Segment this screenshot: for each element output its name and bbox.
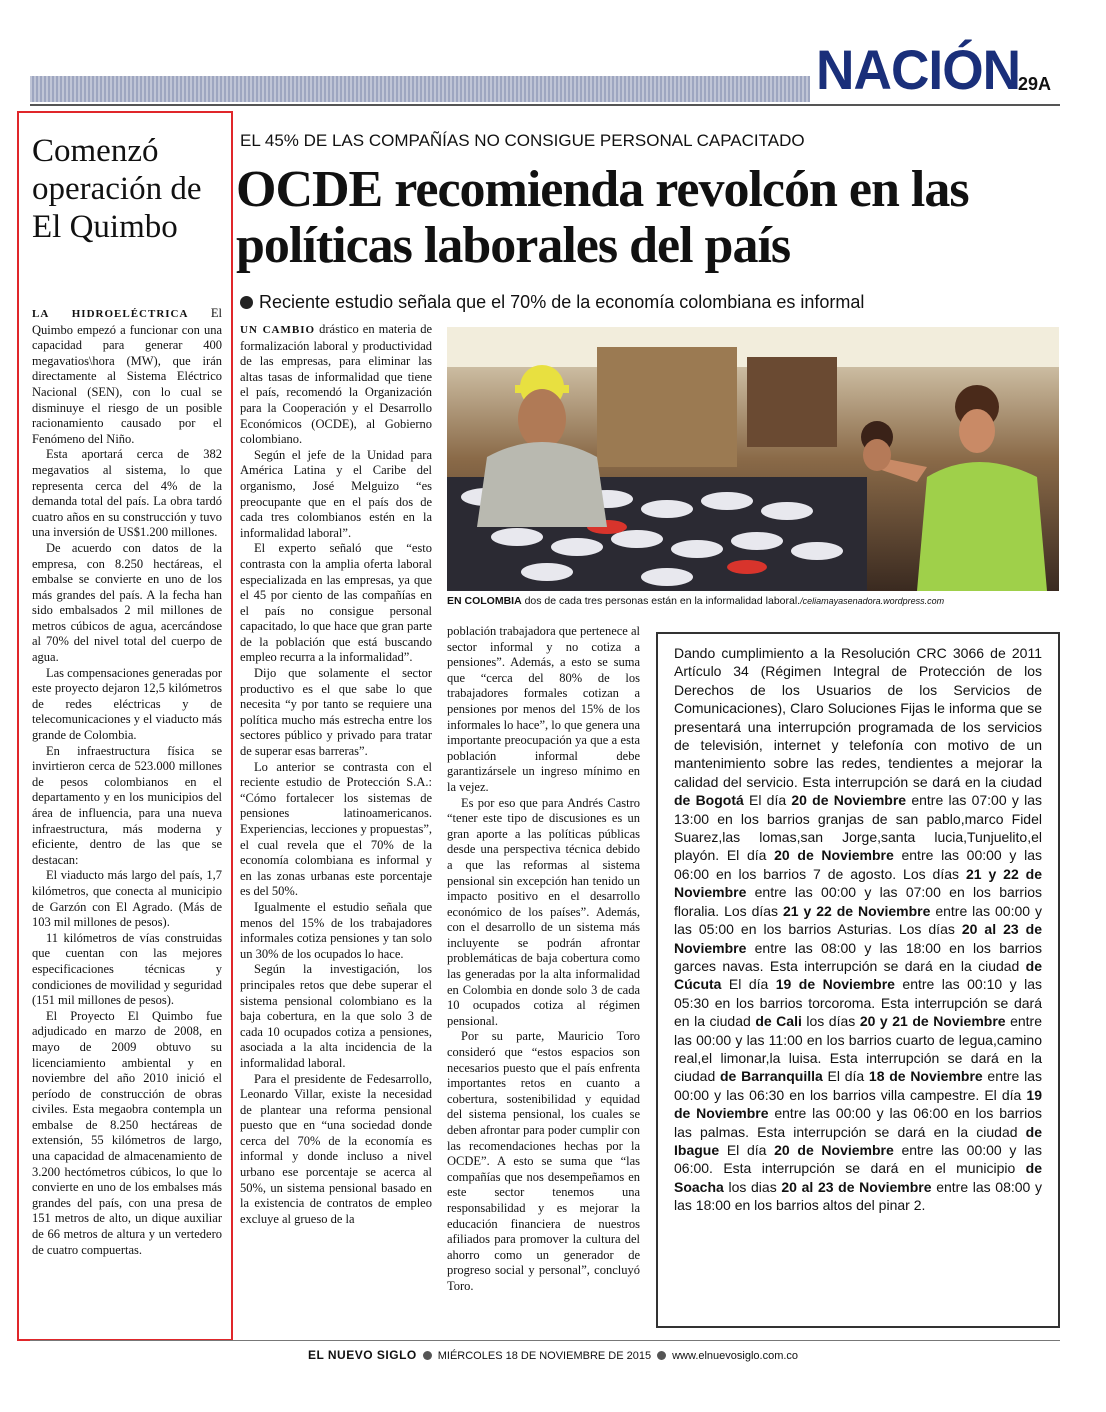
article-paragraph: población trabajadora que pertenece al sector informal y no cotiza a pensiones”. Además, a esto se suma que “cerca del 80% de los trabajadores formales cotizan a pensiones por menos del 15% de los informales lo hace”, lo que genera una importante preocupación ya que a esta población informal debe garantizársele un ingreso mínimo en la vejez.	[447, 624, 640, 794]
article-paragraph: Para el presidente de Fedesarrollo, Leonardo Villar, existe la necesidad de plantear una reforma pensional puesto que en “una sociedad donde cerca del 70% de la economía es informal y donde incluso a nivel urbano ese porcentaje se acerca al 50%, un sistema pensional basado en la existencia de contratos de empleo excluye al grueso de la	[240, 1071, 432, 1226]
section-title: NACIÓN	[816, 38, 1021, 101]
footer-url: www.elnuevosiglo.com.co	[672, 1350, 799, 1362]
notice-text-run: entre las 00:00 y las 06:00. Esta interrupción se dará en el municipio	[674, 1141, 1042, 1177]
notice-text-run: Dando cumplimiento a la Resolución CRC 3066 de 2011 Artículo 34 (Régimen Integral de Protección de los Derechos de los Usuarios de los Servicios de Comunicaciones), Claro Soluciones Fijas le informa que se presentará una interrupción programada de los servicios de televisión, internet y telefonía con motivo de un mantenimiento sobre las redes, tendientes a mejorar la calidad del servicio. Esta interrupción se dará en la ciudad	[674, 645, 1042, 790]
notice-emphasis: 19 de Noviembre	[674, 1086, 1042, 1122]
notice-emphasis: 20 de Noviembre	[774, 1141, 894, 1158]
bullet-icon	[423, 1351, 432, 1360]
notice-emphasis: 20 y 21 de Noviembre	[859, 1013, 1006, 1030]
notice-emphasis: 18 de Noviembre	[868, 1068, 983, 1085]
notice-text-run: entre las 00:00 y las 05:00 en los barrios Asturias. Los días	[674, 902, 1042, 938]
footer-date: MIÉRCOLES 18 DE NOVIEMBRE DE 2015	[437, 1350, 652, 1362]
sidebar-paragraph: LA HIDROELÉCTRICA El Quimbo empezó a funcionar con una capacidad para generar 400 megavatios\hora (MW), que irán directamente al Sistema Eléctrico Nacional (SEN), con lo cual se disminuye el riesgo de un posible racionamiento causado por el Fenómeno del Niño.	[32, 306, 222, 446]
notice-emphasis: 20 de Noviembre	[774, 847, 894, 864]
notice-emphasis: de Barranquilla	[720, 1068, 823, 1085]
notice-emphasis: de Ibague	[674, 1123, 1042, 1158]
article-paragraph: Dijo que solamente el sector productivo es el que sabe lo que necesita “y por tanto se requiere una política mucho más estrecha entre los sectores público y privado para tratar de superar esas barreras”.	[240, 666, 432, 759]
bullet-icon	[657, 1351, 666, 1360]
article-photo	[447, 327, 1059, 591]
bullet-icon	[240, 296, 253, 309]
notice-text-run: entre las 00:00 y las 07:00 en los barrios floralia. Los días	[674, 884, 1042, 919]
header-band	[30, 76, 810, 102]
notice-text-run: entre las 07:00 y las 13:00 en los barrios granjas de san pablo,marco Fidel Suarez,las lomas,san Jorge,santa lucia,Tunjuelito,el playón. El día	[674, 792, 1042, 864]
article-kicker: EL 45% DE LAS COMPAÑÍAS NO CONSIGUE PERSONAL CAPACITADO	[240, 131, 805, 150]
sidebar-paragraph: En infraestructura física se invirtieron cerca de 523.000 millones de pesos colombianos en el departamento y en los municipios del área de influencia, para una nueva infraestructura, más moderna y eficiente, dentro de las que se destacan:	[32, 743, 222, 867]
notice-text-run: entre las 08:00 y las 18:00 en los barrios altos del pinar 2.	[674, 1178, 1043, 1214]
article-paragraph: Según la investigación, los principales retos que debe superar el sistema pensional colombiano es la baja cobertura, en la que solo 3 de cada 10 ocupados cotiza a pensiones, asociada a la alta incidencia de la informalidad laboral.	[240, 962, 432, 1070]
sidebar-paragraph: De acuerdo con datos de la empresa, con 8.250 hectáreas, el embalse se convierte en uno de los más grandes del país. A la fecha han sido embalsados 2 mil millones de metros cúbicos de agua, acercándose al 70% del nivel total del cuerpo de agua.	[32, 540, 222, 665]
page-number: 29A	[1018, 74, 1052, 94]
article-paragraph: Lo anterior se contrasta con el reciente estudio de Protección S.A.: “Cómo fortalecer los sistemas de pensiones latinoamericanos. Experiencias, lecciones y propuestas”, el cual revela que el 70% de la economía colombiana es informal y en las zonas urbanas este porcentaje es del 50%.	[240, 759, 432, 899]
footer-brand: EL NUEVO SIGLO	[307, 1348, 417, 1362]
article-paragraph: Igualmente el estudio señala que menos del 15% de los trabajadores informales cotiza pensiones y tan solo un 30% de los ocupados lo hace.	[240, 899, 432, 961]
notice-text-run: El día	[822, 1068, 869, 1085]
notice-text-run: entre las 00:00 y las 06:00 en los barrios las palmas. Esta interrupción se dará en la ciudad	[674, 1105, 1042, 1140]
article-paragraph: El experto señaló que “esto contrasta con la amplia oferta laboral especializada en las empresas, ya que el 45 por ciento de las compañías en el país no consigue personal capacitado, lo que hace que gran parte de la población que está buscando empleo recurra a la informalidad”.	[240, 541, 432, 665]
notice-text-run: entre las 00:00 y las 11:00 en los barrios cuarto de legua,camino real,el limonar,la luisa. Esta interrupción se dará en la ciudad	[674, 1013, 1043, 1085]
page-footer	[0, 1348, 1106, 1362]
notice-text-run: El día	[719, 1141, 775, 1158]
sidebar-paragraph: 11 kilómetros de vías construidas que cuentan con las mejores especificaciones técnicas y condiciones de movilidad y seguridad (151 mil millones de pesos).	[32, 930, 222, 1008]
notice-emphasis: de Soacha	[674, 1160, 1042, 1195]
service-notice-text	[674, 644, 1042, 1215]
article-subhead: Reciente estudio señala que el 70% de la economía colombiana es informal	[240, 292, 864, 313]
notice-text-run: El día	[721, 976, 776, 993]
article-column-2	[447, 624, 640, 1295]
article-paragraph: Es por eso que para Andrés Castro “tener este tipo de discusiones es un gran aporte a las políticas públicas desde una perspectiva técnica debido a que las reformas al sistema pensional sin excepción han tenido un impacto positivo en el desarrollo económico de los países”. Además, con el desarrollo de un sistema más incluyente se podrán afrontar problemáticas de baja cobertura como las generadas por la alta informalidad en Colombia en donde solo 3 de cada 10 ocupados cotiza al régimen pensional.	[447, 795, 640, 1028]
notice-emphasis: de Cali	[755, 1013, 802, 1030]
sidebar-paragraph: El Proyecto El Quimbo fue adjudicado en marzo de 2008, en mayo de 2009 obtuvo su licenciamiento ambiental y en noviembre del año 2010 inició el período de construcción de obras civiles. Esta megaobra contempla un embalse de 8.250 hectáreas de extensión, 55 kilómetros de largo, una capacidad de almacenamiento de 3.200 hectómetros cúbicos, lo que lo convierte en uno de los embalses más grandes del país, con una presa de 151 metros de alto, un dique auxiliar de 66 metros de altura y un vertedero de cuatro compuertas.	[32, 1008, 222, 1257]
sidebar-paragraph: Esta aportará cerca de 382 megavatios al sistema, lo que representa cerca del 4% de la demanda total del país. La obra tardó cuatro años en su construcción y tuvo una inversión de US$1.200 millones.	[32, 447, 222, 540]
photo-caption: EN COLOMBIA dos de cada tres personas están en la informalidad laboral./celiamayasenadora.wordpress.com	[447, 595, 945, 607]
article-column-1	[240, 322, 432, 1227]
article-paragraph: Por su parte, Mauricio Toro consideró que “estos espacios son necesarios puesto que el país enfrenta importantes retos en cuanto a cobertura, sostenibilidad y equidad del sistema pensional, los cuales se deben afrontar para poder cumplir con las recomendaciones hechas por la OCDE”. A esto se suma que “las compañías que nos desempeñamos en este sector tenemos una responsabilidad y es mejorar la educación financiera de nuestros afiliados para promover la cultura del ahorro como un generador de progreso social y personal”, concluyó Toro.	[447, 1029, 640, 1293]
sidebar-body	[32, 306, 222, 1258]
notice-emphasis: 20 al 23 de Noviembre	[674, 921, 1042, 956]
sidebar-paragraph: El viaducto más largo del país, 1,7 kilómetros, que conecta al municipio de Garzón con El Agrado. (Más de 103 mil millones de pesos).	[32, 868, 222, 930]
photo-credit: /celiamayasenadora.wordpress.com	[800, 596, 945, 606]
footer-rule	[30, 1340, 1060, 1341]
notice-emphasis: de Bogotá	[674, 792, 744, 809]
notice-text-run: El día	[743, 792, 792, 809]
article-paragraph: Según el jefe de la Unidad para América Latina y el Caribe del organismo, José Melguizo “es preocupante que en el país dos de cada tres colombianos estén en la informalidad laboral”.	[240, 447, 432, 540]
sidebar-title: Comenzó operación de El Quimbo	[32, 133, 202, 245]
notice-emphasis: 21 y 22 de Noviembre	[674, 865, 1043, 901]
notice-text-run: entre las 00:00 y las 06:30 en los barrios villa campestre. El día	[674, 1068, 1042, 1103]
notice-text-run: entre las 08:00 y las 18:00 en los barrios garces navas. Esta interrupción se dará en la ciudad	[674, 939, 1042, 974]
sidebar-paragraph: Las compensaciones generadas por este proyecto dejaron 12,5 kilómetros de redes eléctricas y de telecomunicaciones y el viaducto más grande de Colombia.	[32, 665, 222, 743]
notice-emphasis: 20 de Noviembre	[791, 792, 907, 809]
notice-text-run: los días	[801, 1013, 860, 1030]
notice-emphasis: de Cúcuta	[674, 957, 1042, 993]
notice-text-run: los dias	[723, 1178, 782, 1195]
article-headline: OCDE recomienda revolcón en las políticas laborales del país	[236, 161, 969, 274]
sidebar-lead-caps: LA HIDROELÉCTRICA	[32, 308, 189, 320]
notice-emphasis: 19 de Noviembre	[775, 976, 895, 993]
article-lead-caps: UN CAMBIO	[240, 324, 316, 336]
header-rule	[30, 104, 1060, 106]
article-paragraph: UN CAMBIO drástico en materia de formalización laboral y productividad de las empresas, para eliminar las altas tasas de informalidad que tiene el país, recomendó la Organización para la Cooperación y el Desarrollo Económicos (OCDE), al Gobierno colombiano.	[240, 322, 432, 447]
notice-emphasis: 21 y 22 de Noviembre	[783, 902, 931, 919]
market-photo-illustration	[447, 327, 1059, 591]
notice-text-run: entre las 00:10 y las 05:30 en los barrios torcoroma. Esta interrupción se dará en la ciudad	[674, 976, 1042, 1030]
notice-text-run: entre las 00:00 y las 06:00 en los barrios 7 de agosto. Los días	[674, 847, 1042, 882]
notice-emphasis: 20 al 23 de Noviembre	[781, 1178, 932, 1195]
